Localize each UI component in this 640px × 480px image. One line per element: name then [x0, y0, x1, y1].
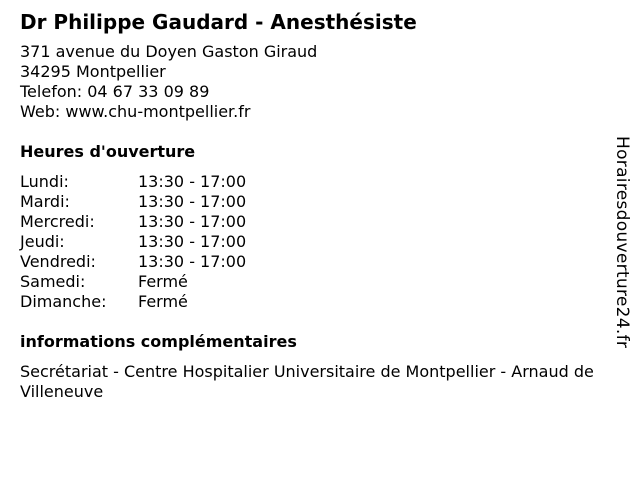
address-street: 371 avenue du Doyen Gaston Giraud: [20, 42, 318, 61]
hours-time: 13:30 - 17:00: [138, 232, 247, 251]
hours-row-monday: [20, 172, 610, 192]
additional-info-heading: informations complémentaires: [20, 332, 297, 351]
hours-time: 13:30 - 17:00: [138, 212, 247, 231]
hours-day: Mercredi:: [20, 212, 95, 231]
address-city: 34295 Montpellier: [20, 62, 166, 81]
hours-row-wednesday: [20, 212, 610, 232]
hours-time: 13:30 - 17:00: [138, 192, 247, 211]
hours-day: Mardi:: [20, 192, 70, 211]
hours-day: Jeudi:: [20, 232, 65, 251]
hours-time: 13:30 - 17:00: [138, 252, 247, 271]
hours-row-friday: [20, 252, 610, 272]
hours-row-saturday: [20, 272, 610, 292]
hours-day: Samedi:: [20, 272, 86, 291]
hours-row-thursday: [20, 232, 610, 252]
page-title: Dr Philippe Gaudard - Anesthésiste: [20, 10, 417, 34]
hours-time: 13:30 - 17:00: [138, 172, 247, 191]
additional-info-text: Secrétariat - Centre Hospitalier Universitaire de Montpellier - Arnaud de Villeneuve: [20, 362, 594, 401]
hours-day: Vendredi:: [20, 252, 96, 271]
hours-day: Lundi:: [20, 172, 69, 191]
site-watermark: Horairesdouverture24.fr: [612, 136, 632, 349]
hours-time: Fermé: [138, 272, 188, 291]
opening-hours-heading: Heures d'ouverture: [20, 142, 196, 161]
opening-hours-table: [20, 172, 610, 312]
hours-time: Fermé: [138, 292, 188, 311]
hours-row-sunday: [20, 292, 610, 312]
hours-day: Dimanche:: [20, 292, 107, 311]
phone-number[interactable]: Telefon: 04 67 33 09 89: [20, 82, 210, 101]
practice-card: [20, 8, 610, 402]
hours-row-tuesday: [20, 192, 610, 212]
website-link[interactable]: Web: www.chu-montpellier.fr: [20, 102, 251, 121]
